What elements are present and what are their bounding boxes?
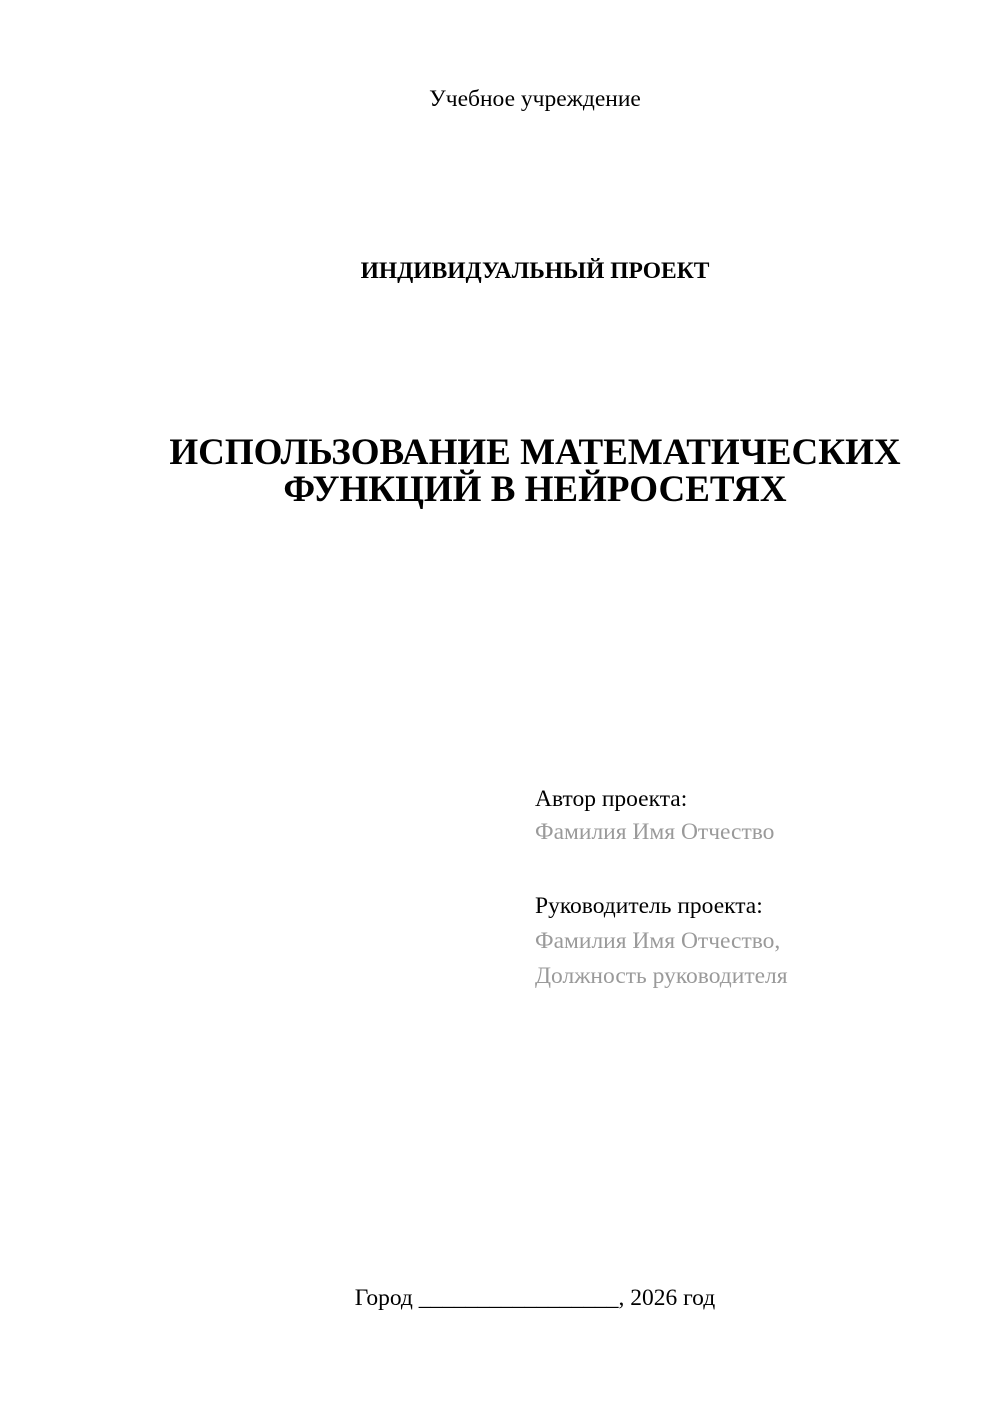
city-year-line: Город _________________, 2026 год [354, 1285, 716, 1311]
supervisor-role-placeholder: Должность руководителя [535, 963, 788, 989]
author-block [535, 783, 927, 849]
supervisor-label: Руководитель проекта: [535, 893, 763, 919]
author-label: Автор проекта: [535, 786, 688, 812]
institution-name: Учебное учреждение [429, 86, 641, 112]
author-name-placeholder: Фамилия Имя Отчество [535, 819, 775, 845]
supervisor-block [535, 889, 927, 994]
supervisor-name-placeholder: Фамилия Имя Отчество, [535, 928, 781, 954]
project-type-heading: ИНДИВИДУАЛЬНЫЙ ПРОЕКТ [360, 258, 710, 284]
project-title: ИСПОЛЬЗОВАНИЕ МАТЕМАТИЧЕСКИХ ФУНКЦИЙ В НЕЙРОСЕТЯХ [169, 432, 901, 510]
